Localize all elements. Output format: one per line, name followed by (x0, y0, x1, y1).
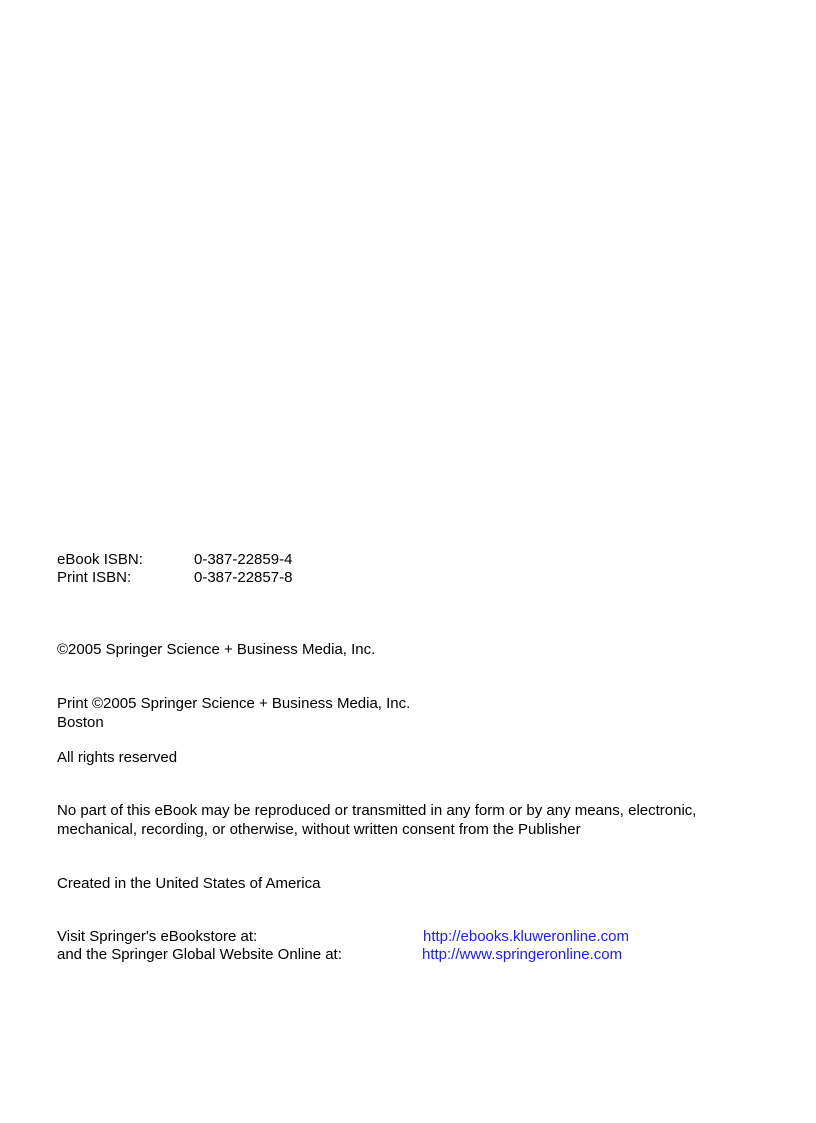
rights-reserved: All rights reserved (57, 749, 178, 766)
ebookstore-link[interactable]: http://ebooks.kluweronline.com (423, 928, 629, 945)
print-copyright-line: Print ©2005 Springer Science + Business Media, Inc. (57, 695, 411, 712)
reproduction-notice-line-2: mechanical, recording, or otherwise, without written consent from the Publisher (57, 821, 581, 838)
publisher-city: Boston (57, 714, 104, 731)
website-link[interactable]: http://www.springeronline.com (422, 946, 623, 963)
created-in-statement: Created in the United States of America (57, 875, 321, 892)
print-isbn-label: Print ISBN: (57, 569, 132, 586)
print-isbn-value: 0-387-22857-8 (194, 569, 293, 586)
ebookstore-label: Visit Springer's eBookstore at: (57, 928, 258, 945)
reproduction-notice-line-1: No part of this eBook may be reproduced or transmitted in any form or by any means, electronic, (57, 802, 697, 819)
copyright-line: ©2005 Springer Science + Business Media, Inc. (57, 641, 376, 658)
ebook-isbn-value: 0-387-22859-4 (194, 551, 293, 568)
website-label: and the Springer Global Website Online at: (57, 946, 342, 963)
ebook-isbn-label: eBook ISBN: (57, 551, 143, 568)
